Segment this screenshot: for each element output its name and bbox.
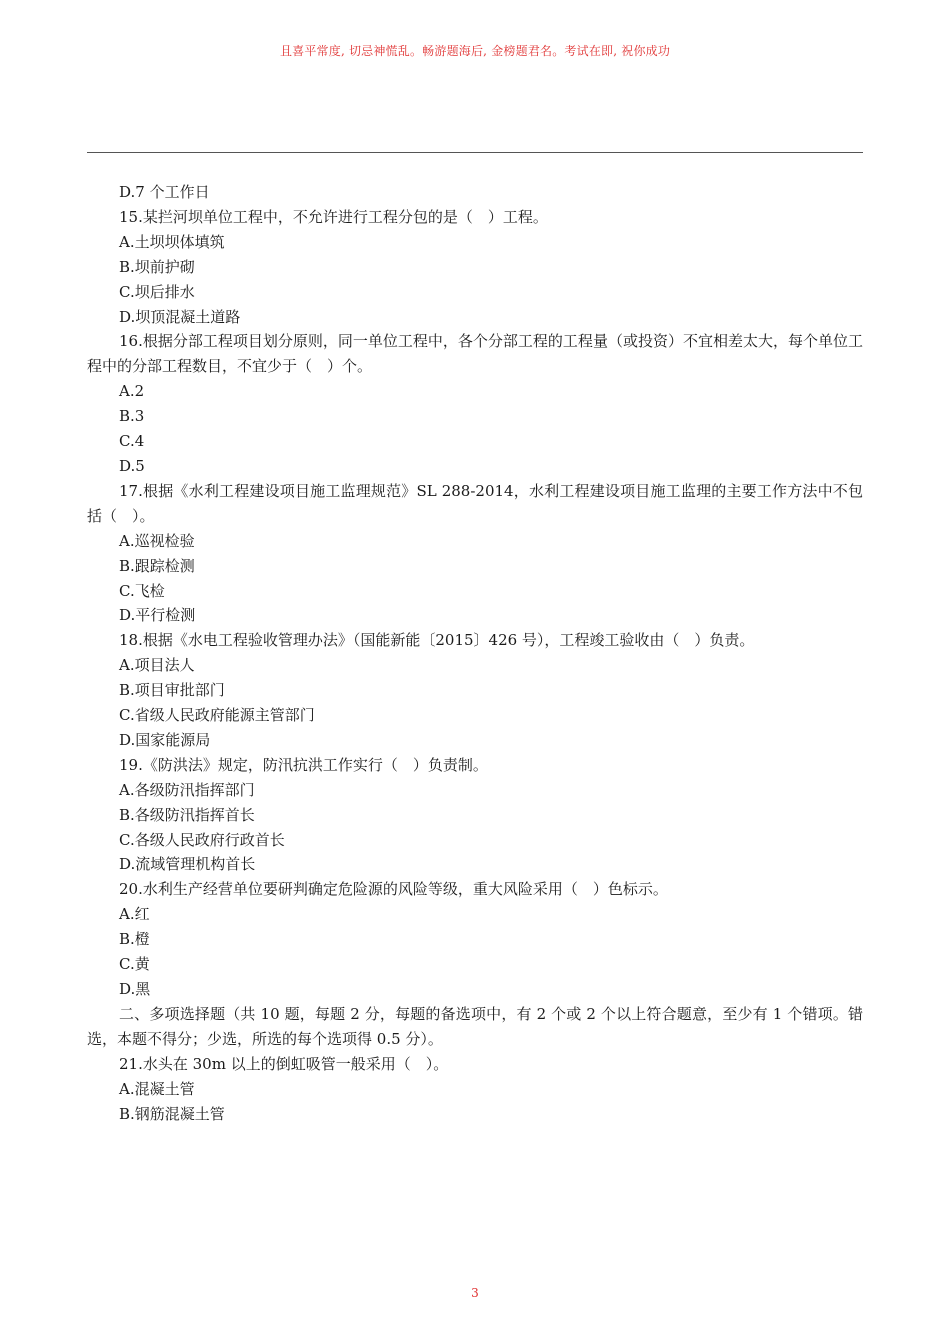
- text-line: D.黑: [119, 980, 151, 998]
- text-line: 20.水利生产经营单位要研判确定危险源的风险等级，重大风险采用（ ）色标示。: [119, 880, 668, 899]
- text-line: D.平行检测: [119, 606, 196, 625]
- text-line: C.黄: [119, 955, 150, 974]
- text-line: C.省级人民政府能源主管部门: [119, 706, 315, 725]
- text-line: B.橙: [119, 930, 150, 949]
- text-line: 21.水头在 30m 以上的倒虹吸管一般采用（ ）。: [119, 1054, 449, 1073]
- text-line: A.土坝坝体填筑: [119, 232, 225, 251]
- text-line: A.巡视检验: [119, 531, 195, 550]
- text-line: B.各级防汛指挥首长: [119, 805, 255, 824]
- text-line: C.各级人民政府行政首长: [119, 830, 285, 849]
- text-line: 18.根据《水电工程验收管理办法》（国能新能〔2015〕426 号），工程竣工验收由（ ）负责。: [119, 631, 755, 650]
- text-line: 19.《防洪法》规定，防汛抗洪工作实行（ ）负责制。: [119, 755, 488, 774]
- text-line: C.坝后排水: [119, 282, 195, 301]
- header-motto: 且喜平常度, 切忌神慌乱。畅游题海后, 金榜题君名。考试在即, 祝你成功: [279, 44, 671, 58]
- question-paragraph: 16.根据分部工程项目划分原则，同一单位工程中，各个分部工程的工程量（或投资）不宜相差太大，每个单位工程中的分部工程数目，不宜少于（ ）个。: [87, 332, 863, 376]
- text-line: B.3: [119, 407, 145, 426]
- header-divider: [87, 152, 863, 153]
- text-line: D.国家能源局: [119, 730, 211, 749]
- text-line: D.流域管理机构首长: [119, 855, 256, 874]
- document-body: [87, 180, 863, 1126]
- text-line: C.4: [119, 432, 145, 451]
- text-line: B.跟踪检测: [119, 556, 195, 575]
- question-paragraph: 17.根据《水利工程建设项目施工监理规范》SL 288-2014，水利工程建设项目施工监理的主要工作方法中不包括（ ）。: [87, 481, 863, 525]
- text-line: A.各级防汛指挥部门: [119, 780, 255, 799]
- text-line: A.2: [119, 382, 145, 401]
- text-line: A.项目法人: [119, 656, 195, 675]
- text-line: D.7 个工作日: [119, 183, 210, 201]
- text-line: B.钢筋混凝土管: [119, 1104, 225, 1123]
- text-line: B.坝前护砌: [119, 257, 195, 276]
- text-line: A.红: [119, 905, 150, 924]
- text-line: A.混凝土管: [119, 1079, 195, 1098]
- text-line: B.项目审批部门: [119, 681, 225, 700]
- text-line: D.坝顶混凝土道路: [119, 307, 241, 326]
- question-paragraph: 二、多项选择题（共 10 题，每题 2 分，每题的备选项中，有 2 个或 2 个以上符合题意，至少有 1 个错项。错选，本题不得分；少选，所选的每个选项得 0.5 分）。: [87, 1004, 863, 1048]
- text-line: D.5: [119, 456, 145, 475]
- text-line: 15.某拦河坝单位工程中，不允许进行工程分包的是（ ）工程。: [119, 207, 548, 226]
- page-number: 3: [471, 1286, 479, 1300]
- text-line: C.飞检: [119, 581, 165, 600]
